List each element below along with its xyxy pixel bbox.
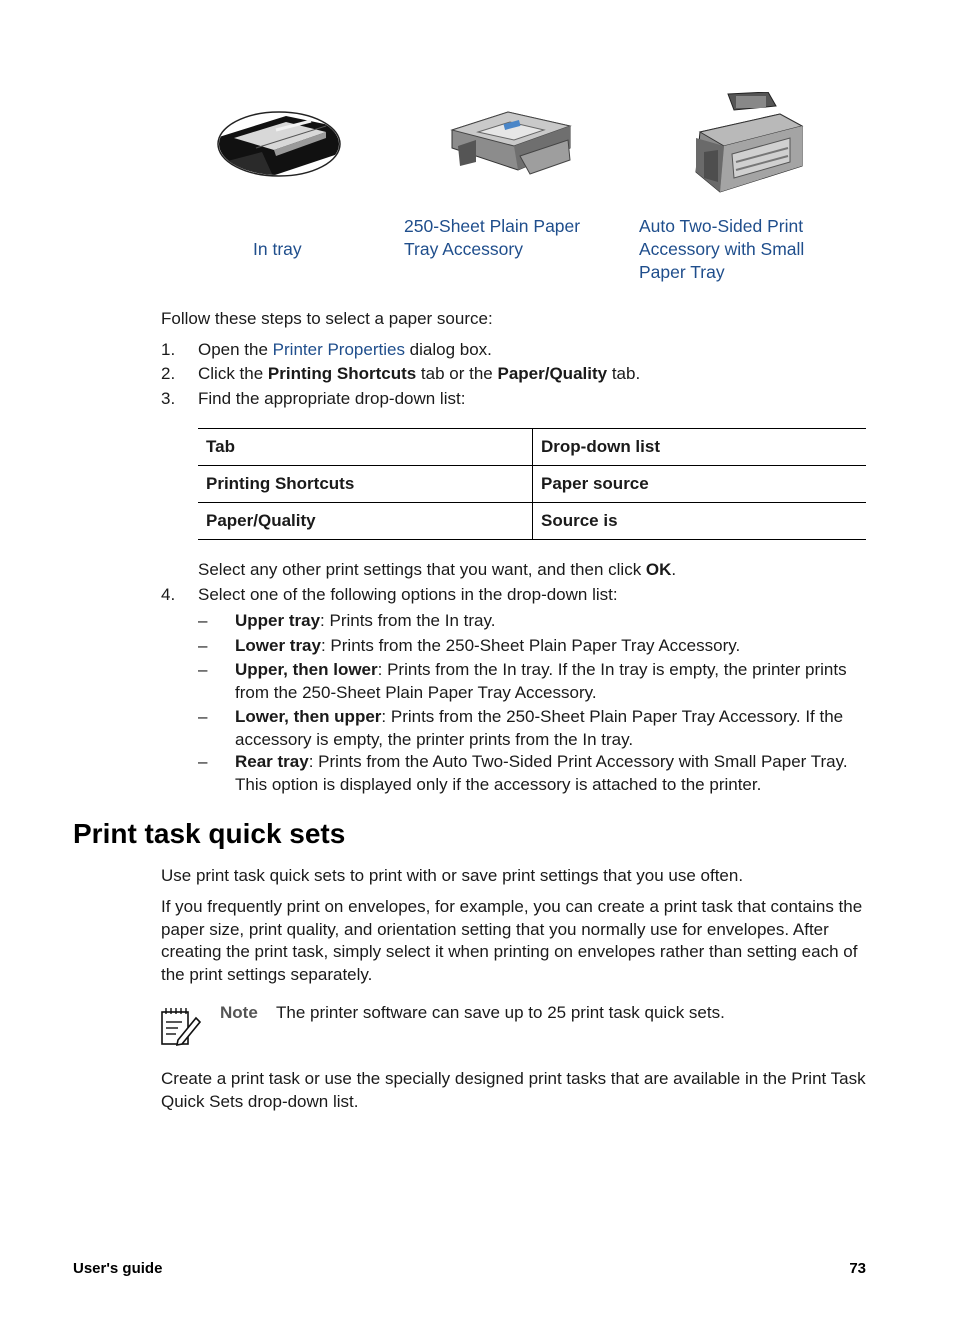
- after-table-text: [198, 559, 866, 581]
- figure-caption: In tray: [253, 239, 302, 259]
- option-name: Lower, then upper: [235, 707, 382, 726]
- dash: –: [198, 611, 208, 630]
- note-label: Note: [220, 1003, 258, 1022]
- two-sided-accessory-image: [690, 92, 806, 198]
- dropdown-table: [198, 428, 866, 540]
- step-text: Select one of the following options in the drop-down list:: [198, 585, 618, 604]
- step-number: 4.: [161, 585, 176, 604]
- text: Select any other print settings that you want, and then click: [198, 560, 646, 579]
- step-number: 2.: [161, 364, 176, 383]
- footer-guide-label: User's guide: [73, 1260, 163, 1277]
- option-desc: : Prints from the In tray.: [320, 611, 496, 630]
- step-text: Open the: [198, 340, 273, 359]
- step-bold-term: Printing Shortcuts: [267, 364, 417, 383]
- table-cell: Paper source: [533, 466, 867, 503]
- page-number: 73: [849, 1260, 866, 1277]
- figure-caption: Auto Two-Sided Print Accessory with Small Paper Tray: [639, 216, 805, 282]
- table-cell: Paper/Quality: [198, 503, 533, 540]
- step-text: tab.: [607, 364, 641, 383]
- option-name: Upper, then lower: [235, 660, 378, 679]
- option-name: Upper tray: [235, 611, 321, 630]
- sheet-tray-accessory-image: [448, 108, 574, 180]
- step-text: dialog box.: [404, 340, 492, 359]
- section-paragraph: Create a print task or use the specially designed print tasks that are available in the Print Task Quick Sets drop-down list.: [161, 1069, 866, 1111]
- step-number: 3.: [161, 389, 176, 408]
- option-name: Rear tray: [235, 752, 309, 771]
- figure-caption: 250-Sheet Plain Paper Tray Accessory: [404, 216, 581, 259]
- option-desc: : Prints from the 250-Sheet Plain Paper Tray Accessory.: [320, 636, 741, 655]
- option-desc: : Prints from the 250-Sheet Plain Paper Tray Accessory. If the accessory is empty, the printer prints from the In tray.: [235, 707, 844, 749]
- option-desc: : Prints from the In tray. If the In tray is empty, the printer prints from the 250-Sheet Plain Paper Tray Accessory.: [235, 660, 847, 702]
- section-title: Print task quick sets: [73, 818, 346, 849]
- option-desc: : Prints from the Auto Two-Sided Print Accessory with Small Paper Tray. This option is displayed only if the accessory is attached to the printer.: [235, 752, 848, 794]
- intro-text: Follow these steps to select a paper source:: [161, 309, 493, 328]
- table-row: [198, 503, 866, 540]
- table-cell: Source is: [533, 503, 867, 540]
- printer-properties-link[interactable]: Printer Properties: [272, 340, 405, 359]
- dash: –: [198, 752, 208, 771]
- note-text: The printer software can save up to 25 print task quick sets.: [276, 1003, 725, 1022]
- table-header-row: [198, 429, 866, 466]
- option-name: Lower tray: [235, 636, 321, 655]
- table-cell: Printing Shortcuts: [198, 466, 533, 503]
- section-paragraph: Use print task quick sets to print with or save print settings that you use often.: [161, 866, 744, 885]
- in-tray-image: [216, 108, 344, 180]
- step-bold-term: Paper/Quality: [497, 364, 608, 383]
- dash: –: [198, 636, 208, 655]
- dash: –: [198, 707, 208, 726]
- table-header-cell: Tab: [198, 429, 533, 466]
- step-text: tab or the: [416, 364, 498, 383]
- dash: –: [198, 660, 208, 679]
- ok-term: OK: [645, 560, 672, 579]
- text: .: [671, 560, 677, 579]
- table-header-cell: Drop-down list: [533, 429, 867, 466]
- step-text: Find the appropriate drop-down list:: [198, 389, 466, 408]
- step-number: 1.: [161, 340, 176, 359]
- table-row: [198, 466, 866, 503]
- step-text: Click the: [198, 364, 268, 383]
- note-icon: [158, 1004, 202, 1048]
- section-paragraph: If you frequently print on envelopes, for example, you can create a print task that contains the paper size, print quality, and orientation setting that you normally use for envelopes. After creating the print task, simply select it when printing on envelopes rather than setting each of the print settings separately.: [161, 897, 863, 984]
